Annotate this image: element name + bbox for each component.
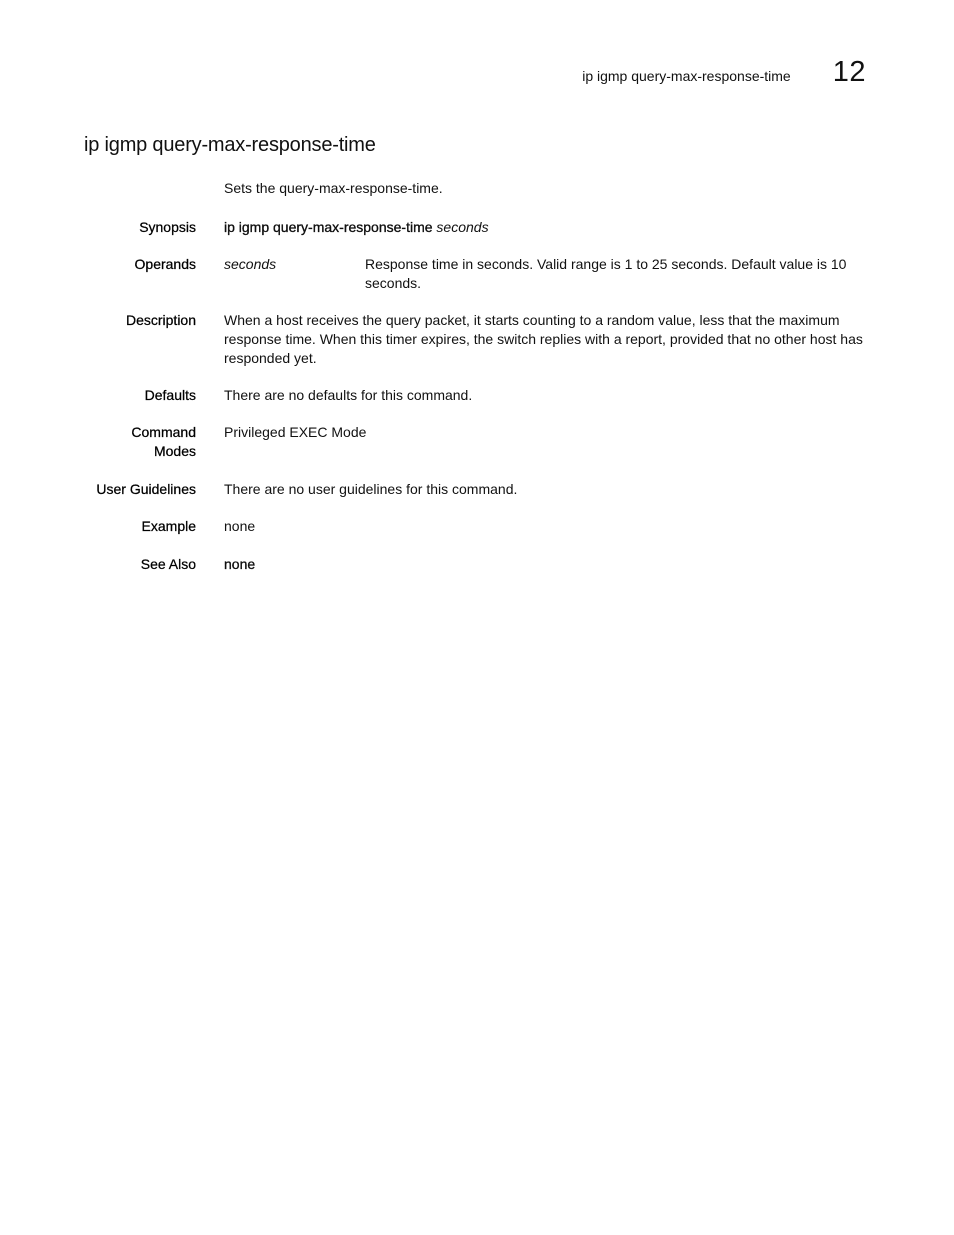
- defaults-label: Defaults: [144, 387, 196, 403]
- command-modes-label-line1: Command: [131, 424, 196, 440]
- operand-name: seconds: [224, 256, 277, 272]
- see-also-text: none: [224, 556, 256, 572]
- operands-label: Operands: [134, 256, 196, 272]
- command-modes-label-line2: Modes: [153, 443, 196, 459]
- description-text: When a host receives the query packet, it starts counting to a random value, less that the maximum response time. When this timer expires, the switch replies with a report, provided that no other host has responded yet.: [224, 312, 863, 366]
- description-label: Description: [125, 312, 196, 328]
- running-header: [582, 56, 866, 89]
- synopsis-command: ip igmp query-max-response-time: [224, 219, 433, 235]
- example-text: none: [224, 518, 256, 534]
- defaults-text: There are no defaults for this command.: [224, 387, 473, 403]
- page-title: ip igmp query-max-response-time: [84, 134, 376, 156]
- example-label: Example: [141, 518, 196, 534]
- command-summary: Sets the query-max-response-time.: [224, 180, 443, 196]
- command-modes-text: Privileged EXEC Mode: [224, 424, 367, 440]
- user-guidelines-text: There are no user guidelines for this command.: [224, 481, 518, 497]
- synopsis-content: [224, 218, 870, 237]
- synopsis-label: Synopsis: [139, 219, 196, 235]
- running-title: ip igmp query-max-response-time: [582, 68, 791, 84]
- synopsis-argument: seconds: [436, 219, 489, 235]
- command-modes-label: [66, 423, 196, 461]
- user-guidelines-label: User Guidelines: [96, 481, 196, 497]
- operand-description: Response time in seconds. Valid range is 1 to 25 seconds. Default value is 10 seconds.: [365, 256, 847, 291]
- chapter-number: 12: [832, 56, 866, 88]
- see-also-label: See Also: [140, 556, 196, 572]
